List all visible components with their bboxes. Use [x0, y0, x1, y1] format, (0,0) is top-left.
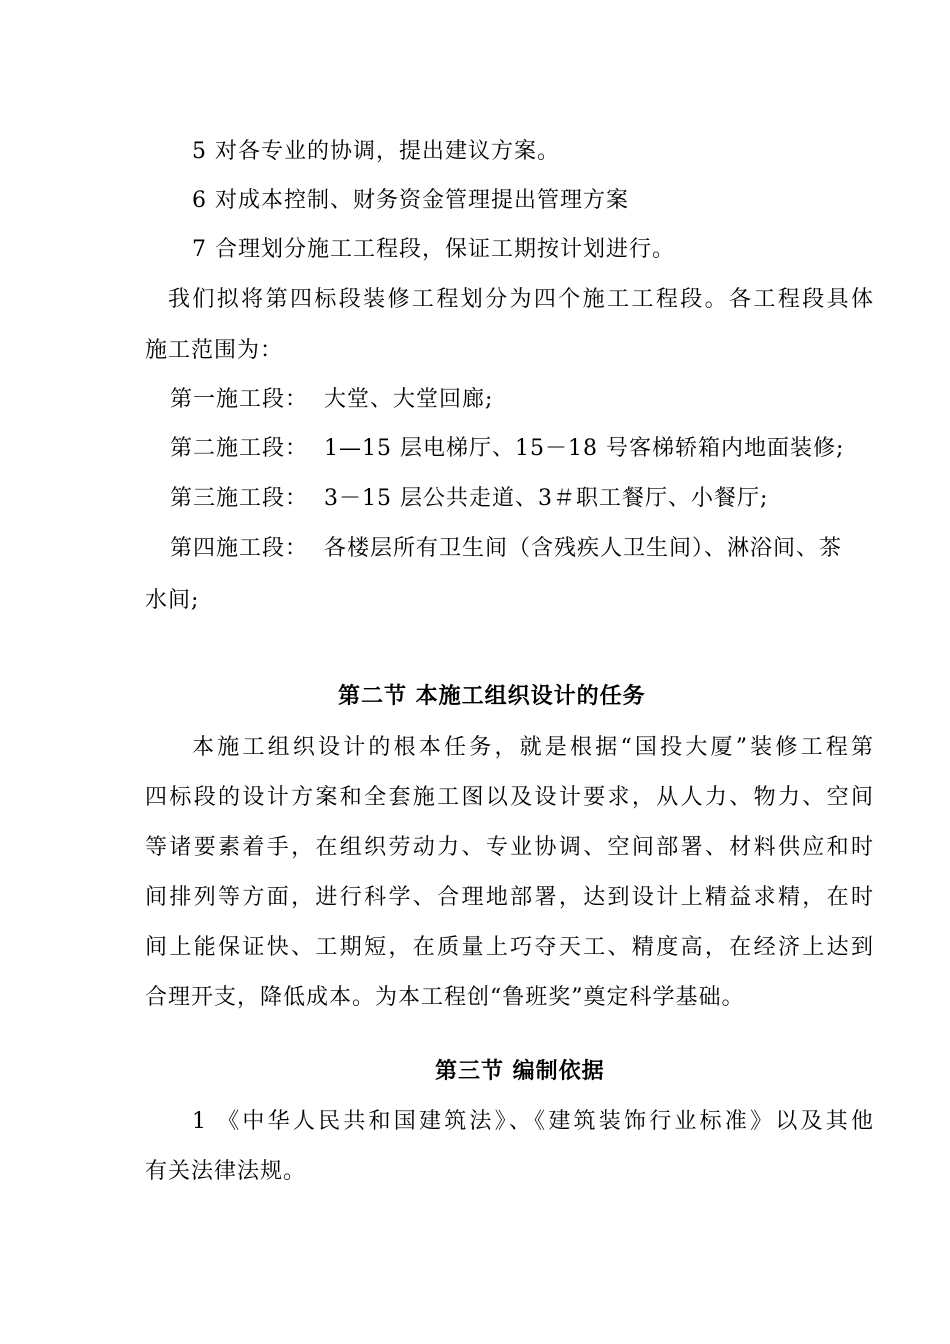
- stage-label: 第三施工段：: [170, 486, 309, 511]
- stage-row-1: [0, 385, 950, 415]
- section-2-line-6: 合理开支，降低成本。为本工程创“鲁班奖”奠定科学基础。: [145, 985, 745, 1010]
- stage-label: 第二施工段：: [170, 436, 309, 461]
- section-3-line-2: 有关法律法规。: [145, 1159, 307, 1184]
- section-2-line-3: 等诸要素着手，在组织劳动力、专业协调、空间部署、材料供应和时: [145, 835, 874, 860]
- intro-line-1: 我们拟将第四标段装修工程划分为四个施工工程段。各工程段具体: [168, 287, 874, 312]
- list-item-6: 6 对成本控制、财务资金管理提出管理方案: [192, 188, 629, 213]
- stage-desc: 各楼层所有卫生间（含残疾人卫生间）、淋浴间、茶: [324, 536, 843, 561]
- stage-desc: 大堂、大堂回廊;: [324, 387, 494, 412]
- section-2-line-1: 本施工组织设计的根本任务，就是根据“国投大厦”装修工程第: [192, 735, 874, 760]
- section-3-line-1: 1 《中华人民共和国建筑法》、《建筑装饰行业标准》以及其他: [192, 1109, 874, 1134]
- stage-label: 第一施工段：: [170, 387, 309, 412]
- stage-desc: 3－15 层公共走道、3＃职工餐厅、小餐厅;: [324, 486, 769, 511]
- list-item-7: 7 合理划分施工工程段，保证工期按计划进行。: [192, 237, 675, 262]
- stage-desc: 1—15 层电梯厅、15－18 号客梯轿箱内地面装修;: [324, 436, 845, 461]
- section-2-line-2: 四标段的设计方案和全套施工图以及设计要求，从人力、物力、空间: [145, 785, 874, 810]
- stage-row-4: [0, 534, 950, 564]
- section-2-line-5: 间上能保证快、工期短，在质量上巧夺天工、精度高，在经济上达到: [145, 935, 874, 960]
- section-2-line-4: 间排列等方面，进行科学、合理地部署，达到设计上精益求精，在时: [145, 885, 874, 910]
- section-3-title: 第三节 编制依据: [435, 1059, 605, 1084]
- section-2-title: 第二节 本施工组织设计的任务: [338, 684, 646, 709]
- stage-row-3: [0, 484, 950, 514]
- stage-row-2: [0, 434, 950, 464]
- intro-line-2: 施工范围为：: [145, 338, 284, 363]
- stage-label: 第四施工段：: [170, 536, 309, 561]
- stage-4-continuation: 水间;: [145, 588, 200, 613]
- list-item-5: 5 对各专业的协调，提出建议方案。: [192, 139, 560, 164]
